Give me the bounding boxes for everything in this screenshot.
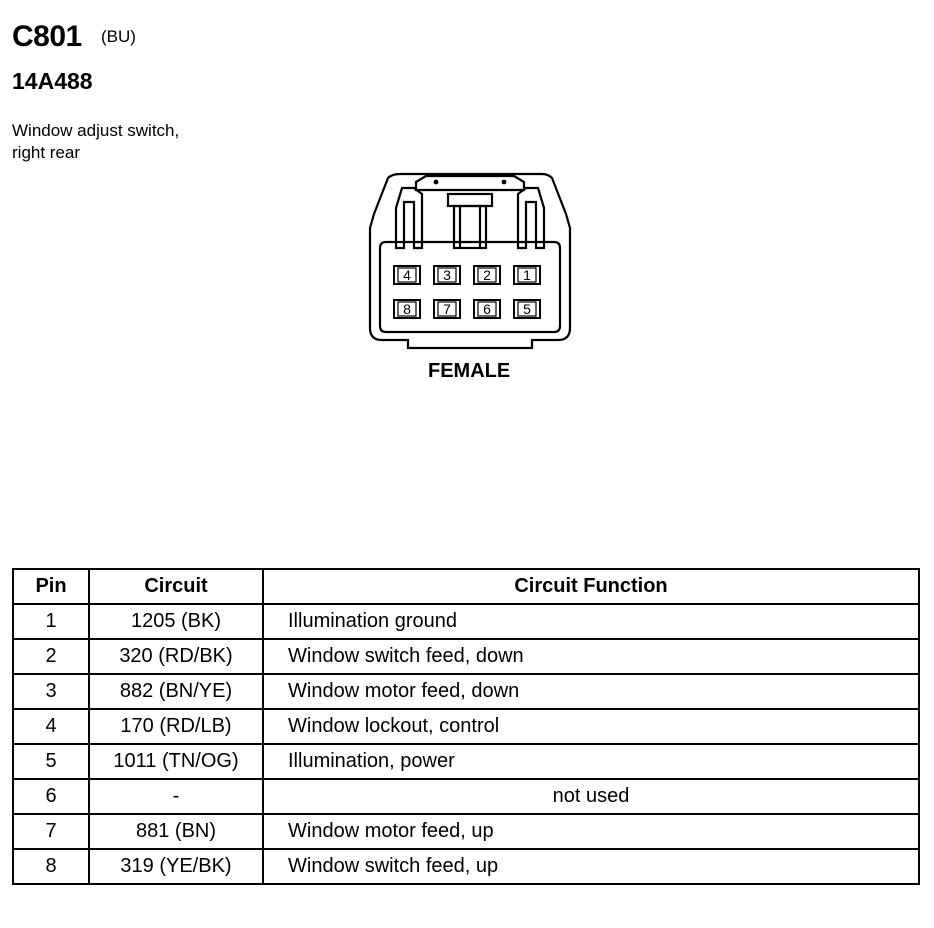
circuit-cell: 170 (RD/LB)	[89, 709, 263, 744]
table-row	[13, 779, 919, 814]
pin-number-label: 3	[443, 267, 451, 283]
pinout-table	[12, 568, 920, 885]
circuit-cell: -	[89, 779, 263, 814]
table-row	[13, 709, 919, 744]
table-row	[13, 849, 919, 884]
pin-number-label: 5	[523, 301, 531, 317]
connector-housing	[370, 174, 570, 348]
pin-cell: 2	[13, 639, 89, 674]
connector-description	[12, 120, 272, 164]
function-cell: Window lockout, control	[263, 709, 919, 744]
description-line-1: Window adjust switch,	[12, 121, 180, 140]
function-cell: Window switch feed, up	[263, 849, 919, 884]
connector-gender-label: FEMALE	[428, 360, 511, 382]
part-number: 14A488	[12, 68, 93, 94]
pin-number-label: 4	[403, 267, 411, 283]
function-column-header: Circuit Function	[263, 569, 919, 604]
table-header-row	[13, 569, 919, 604]
pin-cell: 4	[13, 709, 89, 744]
connector-face-diagram	[360, 168, 580, 358]
table-row	[13, 604, 919, 639]
function-cell: Illumination, power	[263, 744, 919, 779]
pin-cell: 6	[13, 779, 89, 814]
description-line-2: right rear	[12, 143, 81, 162]
circuit-cell: 1205 (BK)	[89, 604, 263, 639]
pin-number-label: 1	[523, 267, 531, 283]
pin-cell: 1	[13, 604, 89, 639]
circuit-column-header: Circuit	[89, 569, 263, 604]
pin-number-label: 2	[483, 267, 491, 283]
pin-cell: 3	[13, 674, 89, 709]
pin-number-label: 6	[483, 301, 491, 317]
circuit-cell: 1011 (TN/OG)	[89, 744, 263, 779]
function-cell: Window switch feed, down	[263, 639, 919, 674]
pin-cell: 5	[13, 744, 89, 779]
table-row	[13, 744, 919, 779]
pin-number-label: 8	[403, 301, 411, 317]
circuit-cell: 882 (BN/YE)	[89, 674, 263, 709]
pin-cell: 7	[13, 814, 89, 849]
function-cell: Window motor feed, up	[263, 814, 919, 849]
pin-cell: 8	[13, 849, 89, 884]
pin-column-header: Pin	[13, 569, 89, 604]
circuit-cell: 319 (YE/BK)	[89, 849, 263, 884]
table-row	[13, 814, 919, 849]
connector-code: C801	[12, 20, 82, 53]
function-cell: not used	[263, 779, 919, 814]
circuit-cell: 320 (RD/BK)	[89, 639, 263, 674]
function-cell: Window motor feed, down	[263, 674, 919, 709]
table-row	[13, 674, 919, 709]
connector-color-code: (BU)	[101, 27, 136, 46]
function-cell: Illumination ground	[263, 604, 919, 639]
pin-number-label: 7	[443, 301, 451, 317]
table-row	[13, 639, 919, 674]
circuit-cell: 881 (BN)	[89, 814, 263, 849]
